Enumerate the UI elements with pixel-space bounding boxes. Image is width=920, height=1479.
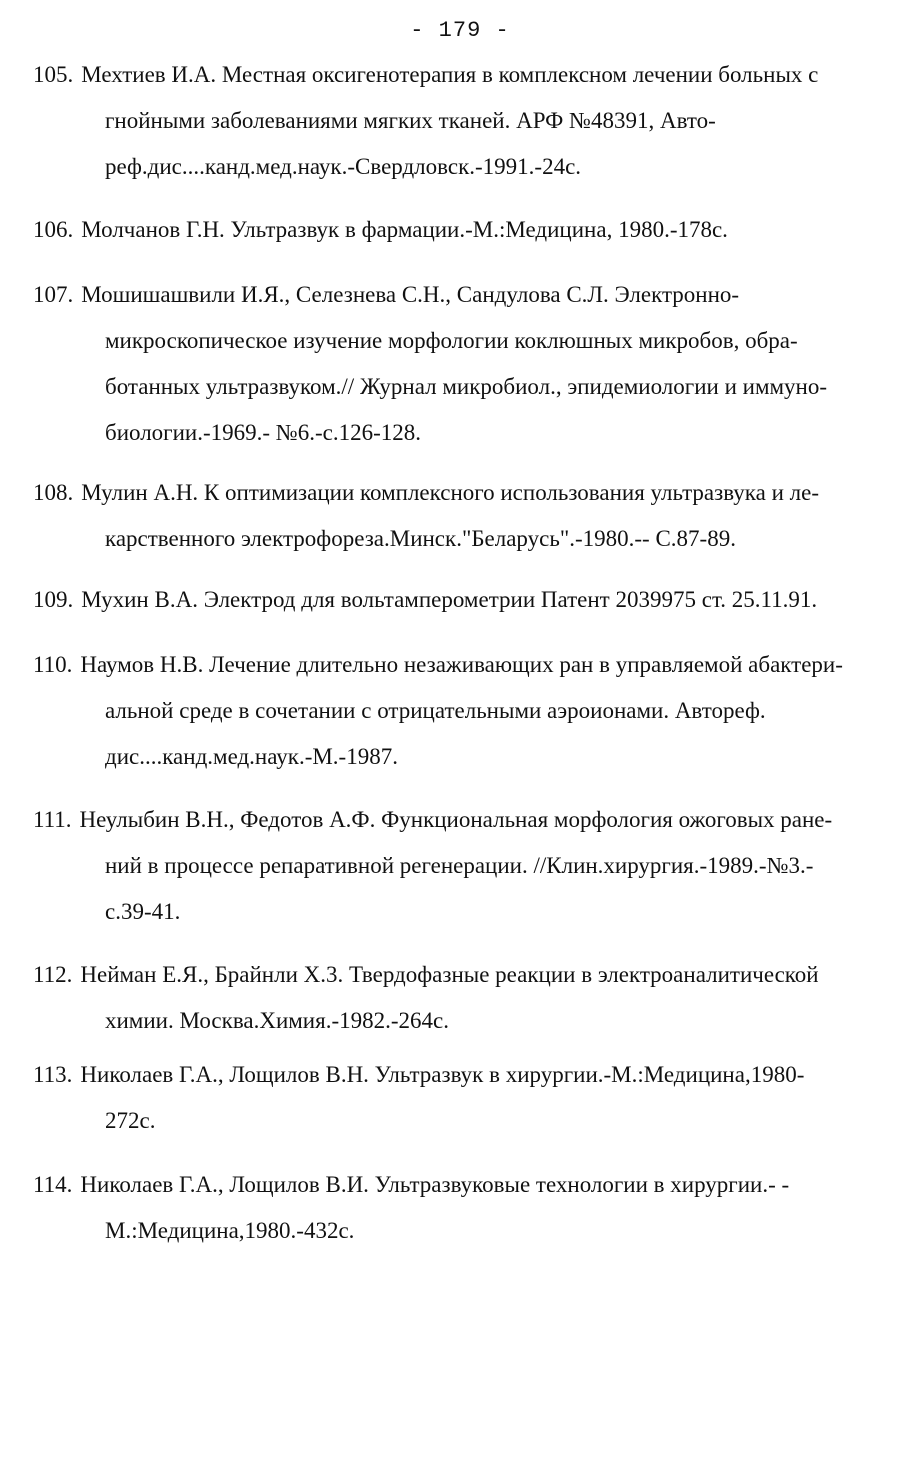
reference-number: 108. bbox=[33, 480, 74, 505]
reference-text: Неулыбин В.Н., Федотов А.Ф. Функциональная морфология ожоговых ране- bbox=[79, 807, 833, 832]
reference-continuation-line: реф.дис....канд.мед.наук.-Свердловск.-1991.-24с. bbox=[105, 154, 582, 179]
reference-number: 107. bbox=[33, 282, 74, 307]
reference-text: Мошишашвили И.Я., Селезнева С.Н., Сандулова С.Л. Электронно- bbox=[81, 282, 740, 307]
reference-text: Мухин В.А. Электрод для вольтамперометрии Патент 2039975 ст. 25.11.91. bbox=[81, 587, 818, 612]
reference-first-line bbox=[33, 478, 819, 508]
reference-continuation-line: 272с. bbox=[105, 1108, 156, 1133]
reference-number: 112. bbox=[33, 962, 73, 987]
reference-continuation-line: гнойными заболеваниями мягких тканей. АРФ №48391, Авто- bbox=[105, 108, 716, 133]
page-number: - 179 - bbox=[410, 18, 510, 43]
reference-first-line bbox=[33, 1060, 804, 1090]
reference-text: Молчанов Г.Н. Ультразвук в фармации.-М.:Медицина, 1980.-178с. bbox=[81, 217, 728, 242]
reference-continuation-line: ботанных ультразвуком.// Журнал микробиол., эпидемиологии и иммуно- bbox=[105, 374, 828, 399]
reference-text: Нейман Е.Я., Брайнли Х.3. Твердофазные реакции в электроаналитической bbox=[80, 962, 819, 987]
reference-text: Мулин А.Н. К оптимизации комплексного использования ультразвука и ле- bbox=[81, 480, 819, 505]
reference-first-line bbox=[33, 1170, 789, 1200]
reference-number: 113. bbox=[33, 1062, 73, 1087]
reference-continuation-line: дис....канд.мед.наук.-М.-1987. bbox=[105, 744, 398, 769]
reference-number: 110. bbox=[33, 652, 73, 677]
reference-text: Николаев Г.А., Лощилов В.И. Ультразвуковые технологии в хирургии.- - bbox=[80, 1172, 790, 1197]
reference-continuation-line: химии. Москва.Химия.-1982.-264с. bbox=[105, 1008, 449, 1033]
reference-text: Наумов Н.В. Лечение длительно незаживающих ран в управляемой абактери- bbox=[80, 652, 843, 677]
reference-first-line bbox=[33, 585, 817, 615]
reference-number: 114. bbox=[33, 1172, 73, 1197]
reference-first-line bbox=[33, 280, 739, 310]
reference-first-line bbox=[33, 805, 832, 835]
reference-continuation-line: биологии.-1969.- №6.-с.126-128. bbox=[105, 420, 422, 445]
reference-continuation-line: с.39-41. bbox=[105, 899, 181, 924]
reference-text: Мехтиев И.А. Местная оксигенотерапия в комплексном лечении больных с bbox=[81, 62, 819, 87]
reference-first-line bbox=[33, 215, 728, 245]
reference-number: 111. bbox=[33, 807, 72, 832]
reference-continuation-line: ний в процессе репаративной регенерации. //Клин.хирургия.-1989.-№3.- bbox=[105, 853, 814, 878]
reference-continuation-line: карственного электрофореза.Минск."Беларусь".-1980.-- С.87-89. bbox=[105, 526, 736, 551]
reference-continuation-line: альной среде в сочетании с отрицательными аэроионами. Автореф. bbox=[105, 698, 766, 723]
reference-number: 109. bbox=[33, 587, 74, 612]
reference-first-line bbox=[33, 650, 843, 680]
reference-continuation-line: М.:Медицина,1980.-432с. bbox=[105, 1218, 355, 1243]
reference-first-line bbox=[33, 960, 819, 990]
reference-first-line bbox=[33, 60, 818, 90]
reference-number: 105. bbox=[33, 62, 74, 87]
reference-continuation-line: микроскопическое изучение морфологии коклюшных микробов, обра- bbox=[105, 328, 798, 353]
reference-text: Николаев Г.А., Лощилов В.Н. Ультразвук в хирургии.-М.:Медицина,1980- bbox=[80, 1062, 805, 1087]
reference-number: 106. bbox=[33, 217, 74, 242]
